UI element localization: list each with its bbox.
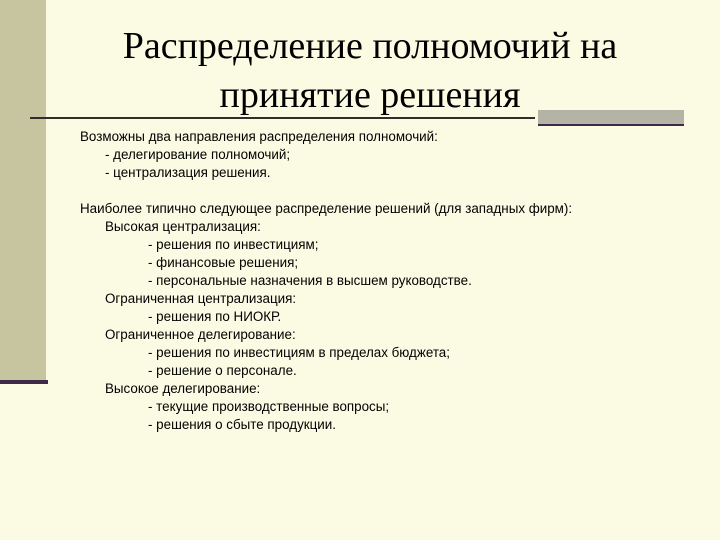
intro-text: Возможны два направления распределения полномочий: [80,129,438,144]
title-underline [30,117,535,119]
intro-item: - централизация решения. [105,165,271,180]
group-item: - текущие производственные вопросы; [148,399,390,414]
paragraph-gap [80,182,700,200]
group-item: - решения о сбыте продукции. [148,417,336,432]
slide-title-line-2: принятие решения [219,74,521,116]
title-accent-block [538,110,684,124]
group-item: - финансовые решения; [148,255,299,270]
title-accent-line [538,124,684,126]
group-item: - персональные назначения в высшем руководстве. [148,273,472,288]
slide-title [60,22,680,120]
group-heading-high-centralization: Высокая централизация: [105,219,261,234]
group-heading-high-delegation: Высокое делегирование: [105,381,261,396]
group-item: - решения по инвестициям; [148,237,319,252]
typical-text: Наиболее типично следующее распределение решений (для западных фирм): [80,201,573,216]
decorative-side-bar [0,0,46,383]
intro-item: - делегирование полномочий; [105,147,291,162]
group-item: - решения по НИОКР. [148,309,282,324]
slide-body [80,128,700,434]
group-item: - решения по инвестициям в пределах бюджета; [148,345,450,360]
group-heading-limited-delegation: Ограниченное делегирование: [105,327,296,342]
slide-title-line-1: Распределение полномочий на [122,25,618,67]
decorative-side-bar-edge [0,380,48,384]
group-item: - решение о персонале. [148,363,297,378]
group-heading-limited-centralization: Ограниченная централизация: [105,291,297,306]
